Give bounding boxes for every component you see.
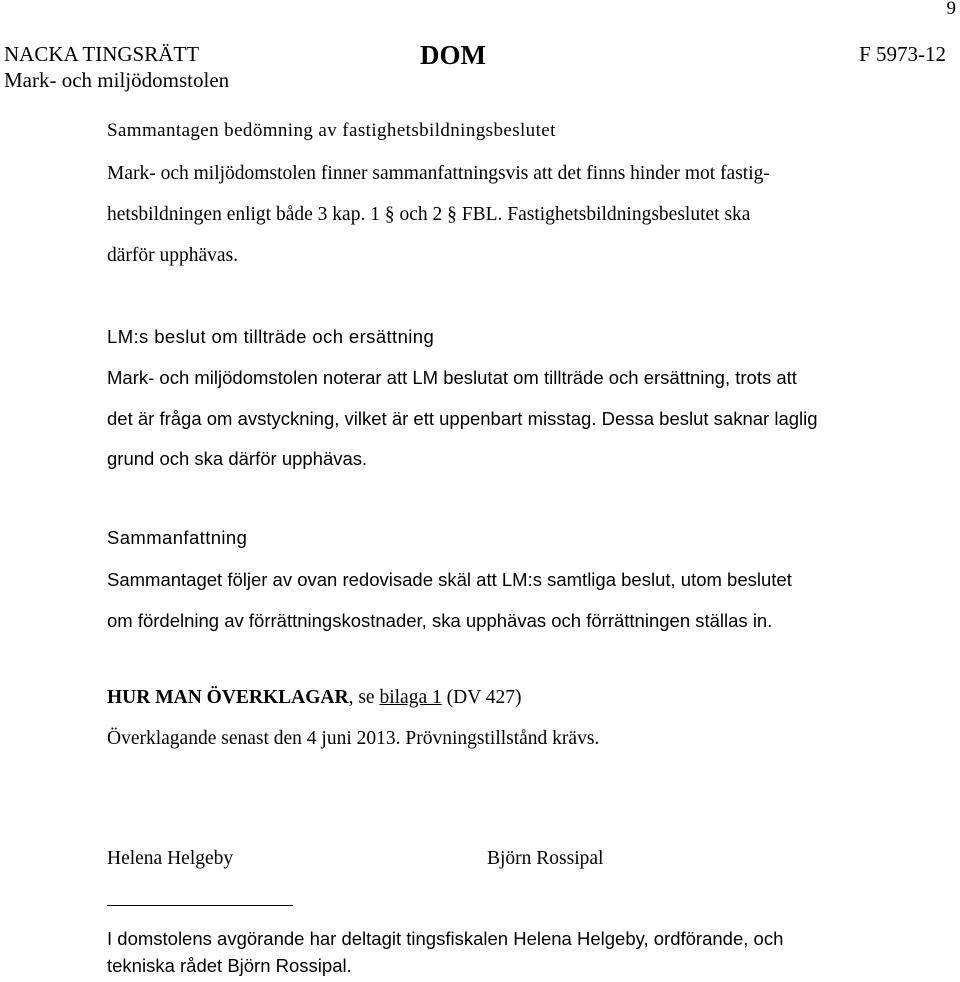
court-division: Mark- och miljödomstolen — [4, 68, 230, 92]
appeal-instructions — [107, 687, 522, 709]
signature-right: Björn Rossipal — [487, 848, 604, 869]
paragraph-line: Mark- och miljödomstolen finner sammanfattningsvis att det finns hinder mot fastig- — [107, 163, 770, 184]
paragraph-line: Mark- och miljödomstolen noterar att LM beslutat om tillträde och ersättning, trots att — [107, 367, 797, 388]
section-heading-summary: Sammanfattning — [107, 527, 248, 548]
appeal-suffix: (DV 427) — [441, 687, 522, 708]
court-name: NACKA TINGSRÄTT — [4, 42, 200, 66]
appendix-link[interactable]: bilaga 1 — [379, 687, 442, 708]
document-type: DOM — [420, 40, 486, 70]
signature-rule — [107, 905, 293, 906]
paragraph-line: Sammantaget följer av ovan redovisade skäl att LM:s samtliga beslut, utom beslutet — [107, 569, 792, 590]
paragraph-line: därför upphävas. — [107, 245, 239, 266]
paragraph-line: hetsbildningen enligt både 3 kap. 1 § och 2 § FBL. Fastighetsbildningsbeslutet ska — [107, 204, 751, 225]
appeal-title: HUR MAN ÖVERKLAGAR — [107, 687, 349, 708]
paragraph-line: om fördelning av förrättningskostnader, ska upphävas och förrättningen ställas in. — [107, 610, 773, 631]
footnote-line: I domstolens avgörande har deltagit tingsfiskalen Helena Helgeby, ordförande, och — [107, 928, 784, 949]
appeal-middle: , se — [348, 687, 380, 708]
section-heading-assessment: Sammantagen bedömning av fastighetsbildningsbeslutet — [107, 120, 556, 141]
appeal-deadline: Överklagande senast den 4 juni 2013. Prövningstillstånd krävs. — [107, 728, 600, 749]
footnote-line: tekniska rådet Björn Rossipal. — [107, 955, 352, 976]
signature-left: Helena Helgeby — [107, 848, 234, 869]
section-heading-access: LM:s beslut om tillträde och ersättning — [107, 326, 435, 347]
paragraph-line: det är fråga om avstyckning, vilket är ett uppenbart misstag. Dessa beslut saknar laglig — [107, 408, 818, 429]
case-number: F 5973-12 — [859, 42, 946, 66]
page-number: 9 — [946, 0, 956, 19]
paragraph-line: grund och ska därför upphävas. — [107, 448, 368, 469]
